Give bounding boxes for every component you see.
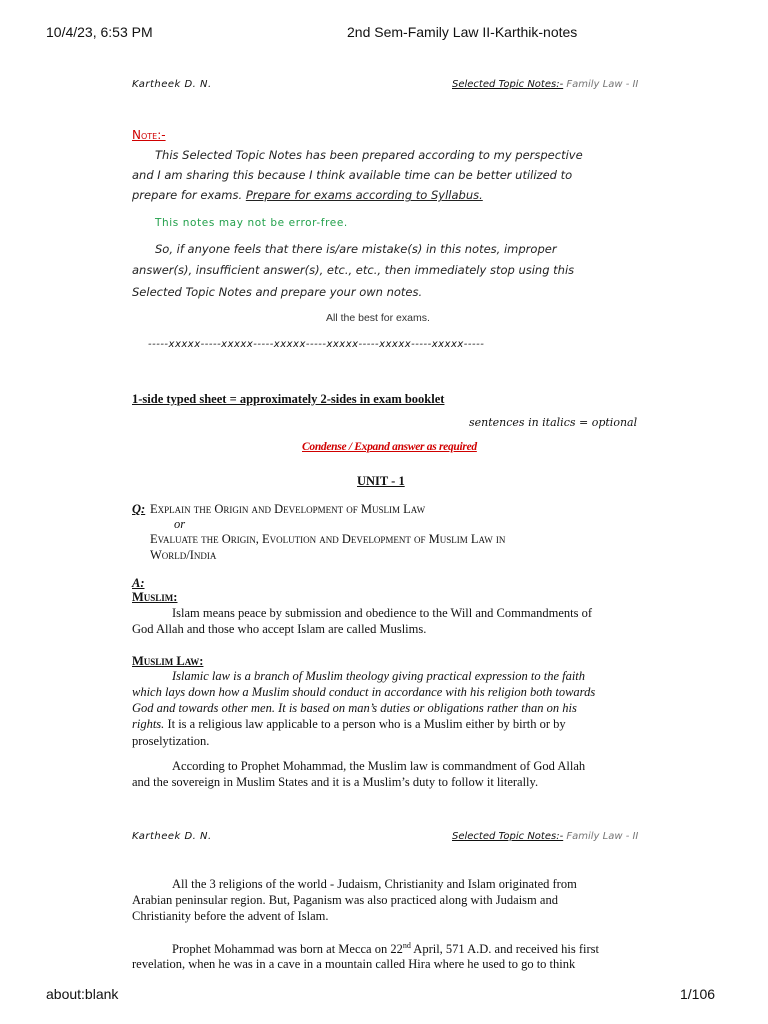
question-line-2: Evaluate the Origin, Evolution and Development of Muslim Law in [150, 532, 506, 546]
note-line-3 [132, 188, 483, 202]
muslim-line-2: God Allah and those who accept Islam are called Muslims. [132, 622, 427, 636]
born-line-2: revelation, when he was in a cave in a mountain called Hira where he used to go to think [132, 957, 576, 971]
note-label: Note:- [132, 128, 166, 142]
law-line-1: Islamic law is a branch of Muslim theology giving practical expression to the faith [172, 669, 586, 683]
selected-topic-header [452, 79, 638, 90]
religions-line-1: All the 3 religions of the world - Judaism, Christianity and Islam originated from [172, 877, 577, 891]
religions-line-3: Christianity before the advent of Islam. [132, 909, 329, 923]
law-line-4-italic: rights. [132, 717, 165, 731]
question-line-3: World/India [150, 548, 217, 562]
born-line-1-sup: nd [402, 941, 411, 950]
subject-label: Family Law - II [563, 79, 639, 90]
prophet-line-1: According to Prophet Mohammad, the Muslim law is commandment of God Allah [172, 759, 586, 773]
law-line-2: which lays down how a Muslim should conduct in accordance with his religion both towards [132, 685, 596, 699]
question-or: or [174, 517, 186, 531]
note-line-4: So, if anyone feels that there is/are mistake(s) in this notes, improper [155, 242, 557, 256]
muslim-line-1: Islam means peace by submission and obedience to the Will and Commandments of [172, 606, 593, 620]
typed-sheet-guide: 1-side typed sheet = approximately 2-sides in exam booklet [132, 392, 445, 406]
unit-heading: UNIT - 1 [357, 474, 405, 488]
question-label: Q: [132, 502, 146, 516]
best-wishes: All the best for exams. [326, 312, 430, 324]
law-line-3: God and towards other men. It is based on man’s duties or obligations rather than on his [132, 701, 577, 715]
born-line-1 [172, 941, 599, 957]
muslim-heading: Muslim: [132, 590, 178, 604]
answer-label: A: [132, 576, 145, 590]
print-datetime: 10/4/23, 6:53 PM [46, 24, 153, 40]
law-line-5: proselytization. [132, 734, 210, 748]
law-line-4 [132, 717, 566, 732]
selected-topic-header-page-2 [452, 831, 638, 842]
note-line-1: This Selected Topic Notes has been prepared according to my perspective [155, 148, 583, 162]
born-line-1-b: April, 571 A.D. and received his first [410, 942, 600, 957]
page-url: about:blank [46, 986, 119, 1002]
error-free-warning: This notes may not be error-free. [155, 217, 348, 229]
religions-line-2: Arabian peninsular region. But, Paganism was also practiced along with Judaism and [132, 893, 558, 907]
note-line-5: answer(s), insufficient answer(s), etc., etc., then immediately stop using this [132, 263, 575, 277]
law-line-4-plain: It is a religious law applicable to a person who is a Muslim either by birth or by [164, 717, 566, 731]
document-title: 2nd Sem-Family Law II-Karthik-notes [347, 24, 578, 40]
note-line-6: Selected Topic Notes and prepare your own notes. [132, 285, 423, 299]
note-line-3-a: prepare for exams. [132, 188, 246, 202]
page-indicator: 1/106 [680, 986, 716, 1002]
selected-topic-label-page-2: Selected Topic Notes:- [452, 831, 564, 842]
italics-guide: sentences in italics = optional [469, 416, 638, 429]
condense-guide: Condense / Expand answer as required [302, 441, 477, 453]
divider-line: -----xxxxx-----xxxxx-----xxxxx-----xxxxx-----xxxxx-----xxxxx----- [148, 339, 485, 350]
note-line-2: and I am sharing this because I think available time can be better utilized to [132, 168, 573, 182]
born-line-1-a: Prophet Mohammad was born at Mecca on 22 [172, 942, 403, 957]
author-name-page-2: Kartheek D. N. [132, 831, 212, 842]
selected-topic-label: Selected Topic Notes:- [452, 79, 564, 90]
author-name: Kartheek D. N. [132, 79, 212, 90]
clipped-text-line [132, 974, 632, 980]
syllabus-note: Prepare for exams according to Syllabus. [245, 188, 483, 202]
subject-label-page-2: Family Law - II [563, 831, 639, 842]
muslim-law-heading: Muslim Law: [132, 654, 204, 668]
question-line-1: Explain the Origin and Development of Muslim Law [150, 502, 426, 516]
prophet-line-2: and the sovereign in Muslim States and it is a Muslim’s duty to follow it literally. [132, 775, 539, 789]
